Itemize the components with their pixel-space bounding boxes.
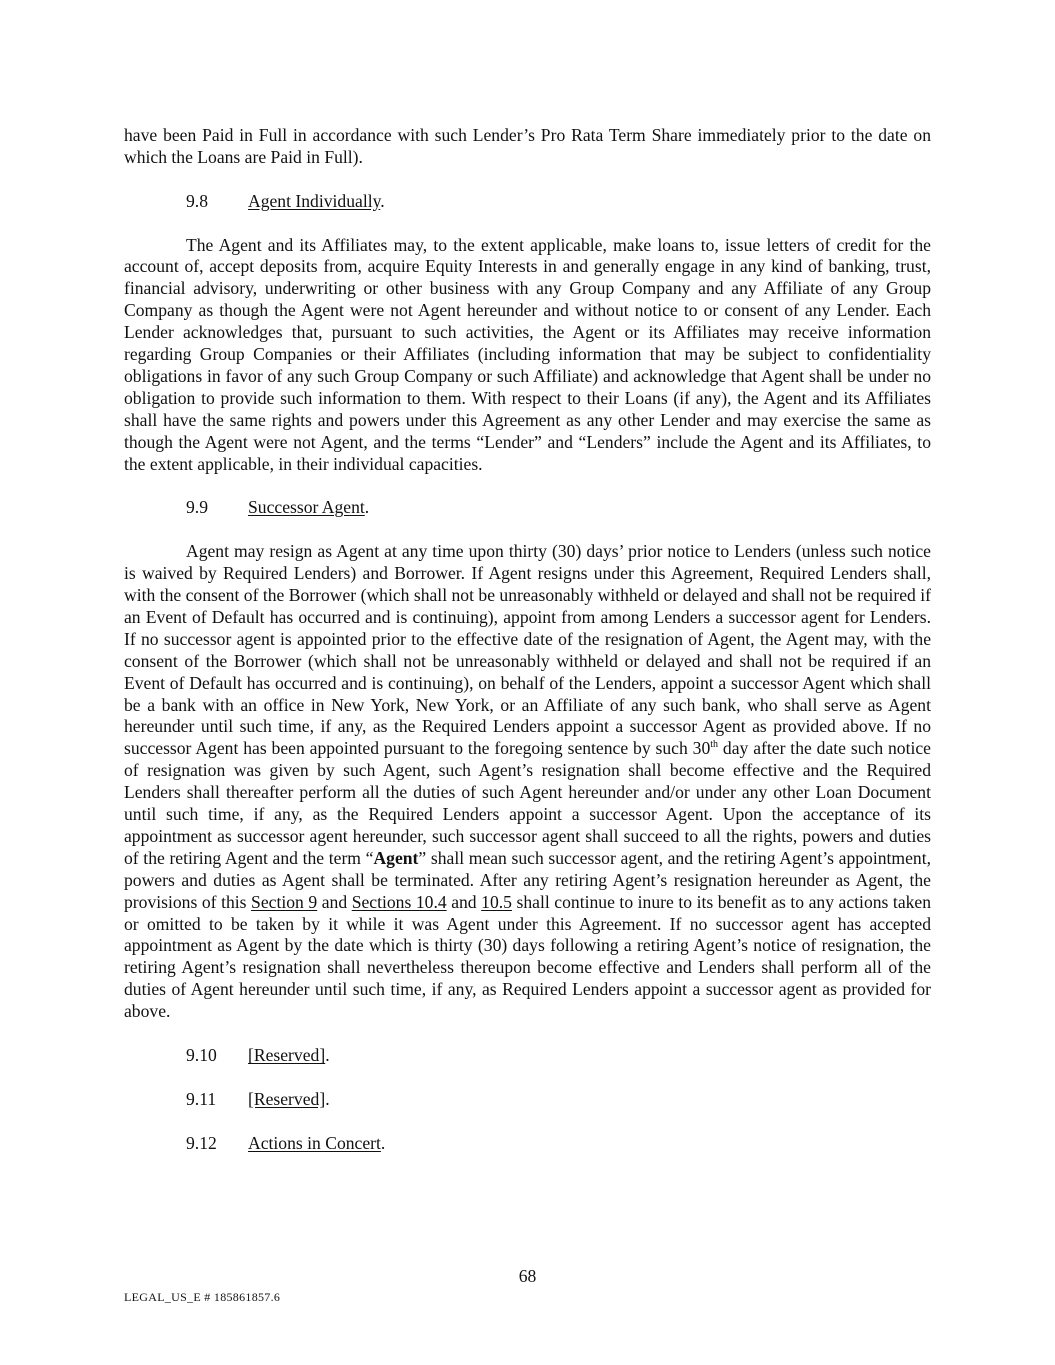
section-9-9-heading: 9.9 Successor Agent. bbox=[186, 497, 370, 518]
section-9-12-heading: 9.12 Actions in Concert. bbox=[186, 1132, 386, 1153]
section-9-8-heading: 9.8 Agent Individually. bbox=[186, 190, 385, 211]
section-title: Agent Individually bbox=[248, 190, 381, 211]
document-body bbox=[124, 125, 931, 1154]
section-9-10-heading: 9.10 [Reserved]. bbox=[186, 1044, 330, 1065]
section-9-8-body: The Agent and its Affiliates may, to the extent applicable, make loans to, issue letters of credit for the account of, accept deposits from, acquire Equity Interests in and generally engage in any kind of banking, trust, financial advisory, underwriting or other business with any Group Company and any Affiliate of any Group Company as though the Agent were not Agent hereunder and without notice to or consent of any Lender. Each Lender acknowledges that, pursuant to such activities, the Agent or its Affiliates may receive information regarding Group Companies or their Affiliates (including information that may be subject to confidentiality obligations in favor of any such Group Company or such Affiliate) and acknowledge that Agent shall be under no obligation to provide such information to them. With respect to their Loans (if any), the Agent and its Affiliates shall have the same rights and powers under this Agreement as any other Lender and may exercise the same as though the Agent were not Agent, and the terms “Lender” and “Lenders” include the Agent and its Affiliates, to the extent applicable, in their individual capacities. bbox=[124, 234, 931, 474]
section-number: 9.9 bbox=[186, 497, 208, 518]
sections-10-4-reference[interactable]: Sections 10.4 bbox=[351, 891, 447, 912]
section-number: 9.11 bbox=[186, 1088, 217, 1109]
section-title: Actions in Concert bbox=[248, 1132, 381, 1153]
section-9-reference[interactable]: Section 9 bbox=[251, 891, 318, 912]
page-number: 68 bbox=[518, 1266, 537, 1286]
document-id: LEGAL_US_E # 185861857.6 bbox=[124, 1290, 281, 1304]
section-number: 9.8 bbox=[186, 190, 208, 211]
section-title: [Reserved] bbox=[248, 1044, 326, 1065]
section-number: 9.10 bbox=[186, 1044, 217, 1065]
defined-term-agent: Agent bbox=[373, 847, 419, 868]
section-title: Successor Agent bbox=[248, 497, 365, 518]
section-10-5-reference[interactable]: 10.5 bbox=[481, 891, 512, 912]
continuation-paragraph: have been Paid in Full in accordance with such Lender’s Pro Rata Term Share immediately prior to the date on which the Loans are Paid in Full). bbox=[124, 125, 931, 167]
section-9-9-body: Agent may resign as Agent at any time upon thirty (30) days’ prior notice to Lenders (unless such notice is waived by Required Lenders) and Borrower. If Agent resigns under this Agreement, Required Lenders shall, with the consent of the Borrower (which shall not be unreasonably withheld or delayed and shall not be required if an Event of Default has occurred and is continuing), appoint from among Lenders a successor agent for Lenders. If no successor agent is appointed prior to the effective date of the resignation of Agent, the Agent may, with the consent of the Borrower (which shall not be unreasonably withheld or delayed and shall not be required if an Event of Default has occurred and is continuing), on behalf of the Lenders, appoint a successor Agent which shall be a bank with an office in New York, New York, or an Affiliate of any such bank, who shall serve as Agent hereunder until such time, if any, as the Required Lenders appoint a successor Agent as provided above. If no successor Agent has been appointed pursuant to the foregoing sentence by such 30th day after the date such notice of resignation was given by such Agent, such Agent’s resignation shall become effective and the Required Lenders shall thereafter perform all the duties of such Agent hereunder and/or under any other Loan Document until such time, if any, as the Required Lenders appoint a successor Agent. Upon the acceptance of its appointment as successor agent hereunder, such successor agent shall succeed to all the rights, powers and duties of the retiring Agent and the term “Agent” shall mean such successor agent, and the retiring Agent’s appointment, powers and duties as Agent shall be terminated. After any retiring Agent’s resignation hereunder as Agent, the provisions of this Section 9 and Sections 10.4 and 10.5 shall continue to inure to its benefit as to any actions taken or omitted to be taken by it while it was Agent under this Agreement. If no successor agent has accepted appointment as Agent by the date which is thirty (30) days following a retiring Agent’s notice of resignation, the retiring Agent’s resignation shall nevertheless thereupon become effective and Lenders shall perform all of the duties of Agent hereunder until such time, if any, as Required Lenders appoint a successor agent as provided for above. bbox=[124, 541, 932, 1022]
section-9-11-heading: 9.11 [Reserved]. bbox=[186, 1088, 330, 1109]
section-number: 9.12 bbox=[186, 1132, 217, 1153]
section-title: [Reserved] bbox=[248, 1088, 326, 1109]
